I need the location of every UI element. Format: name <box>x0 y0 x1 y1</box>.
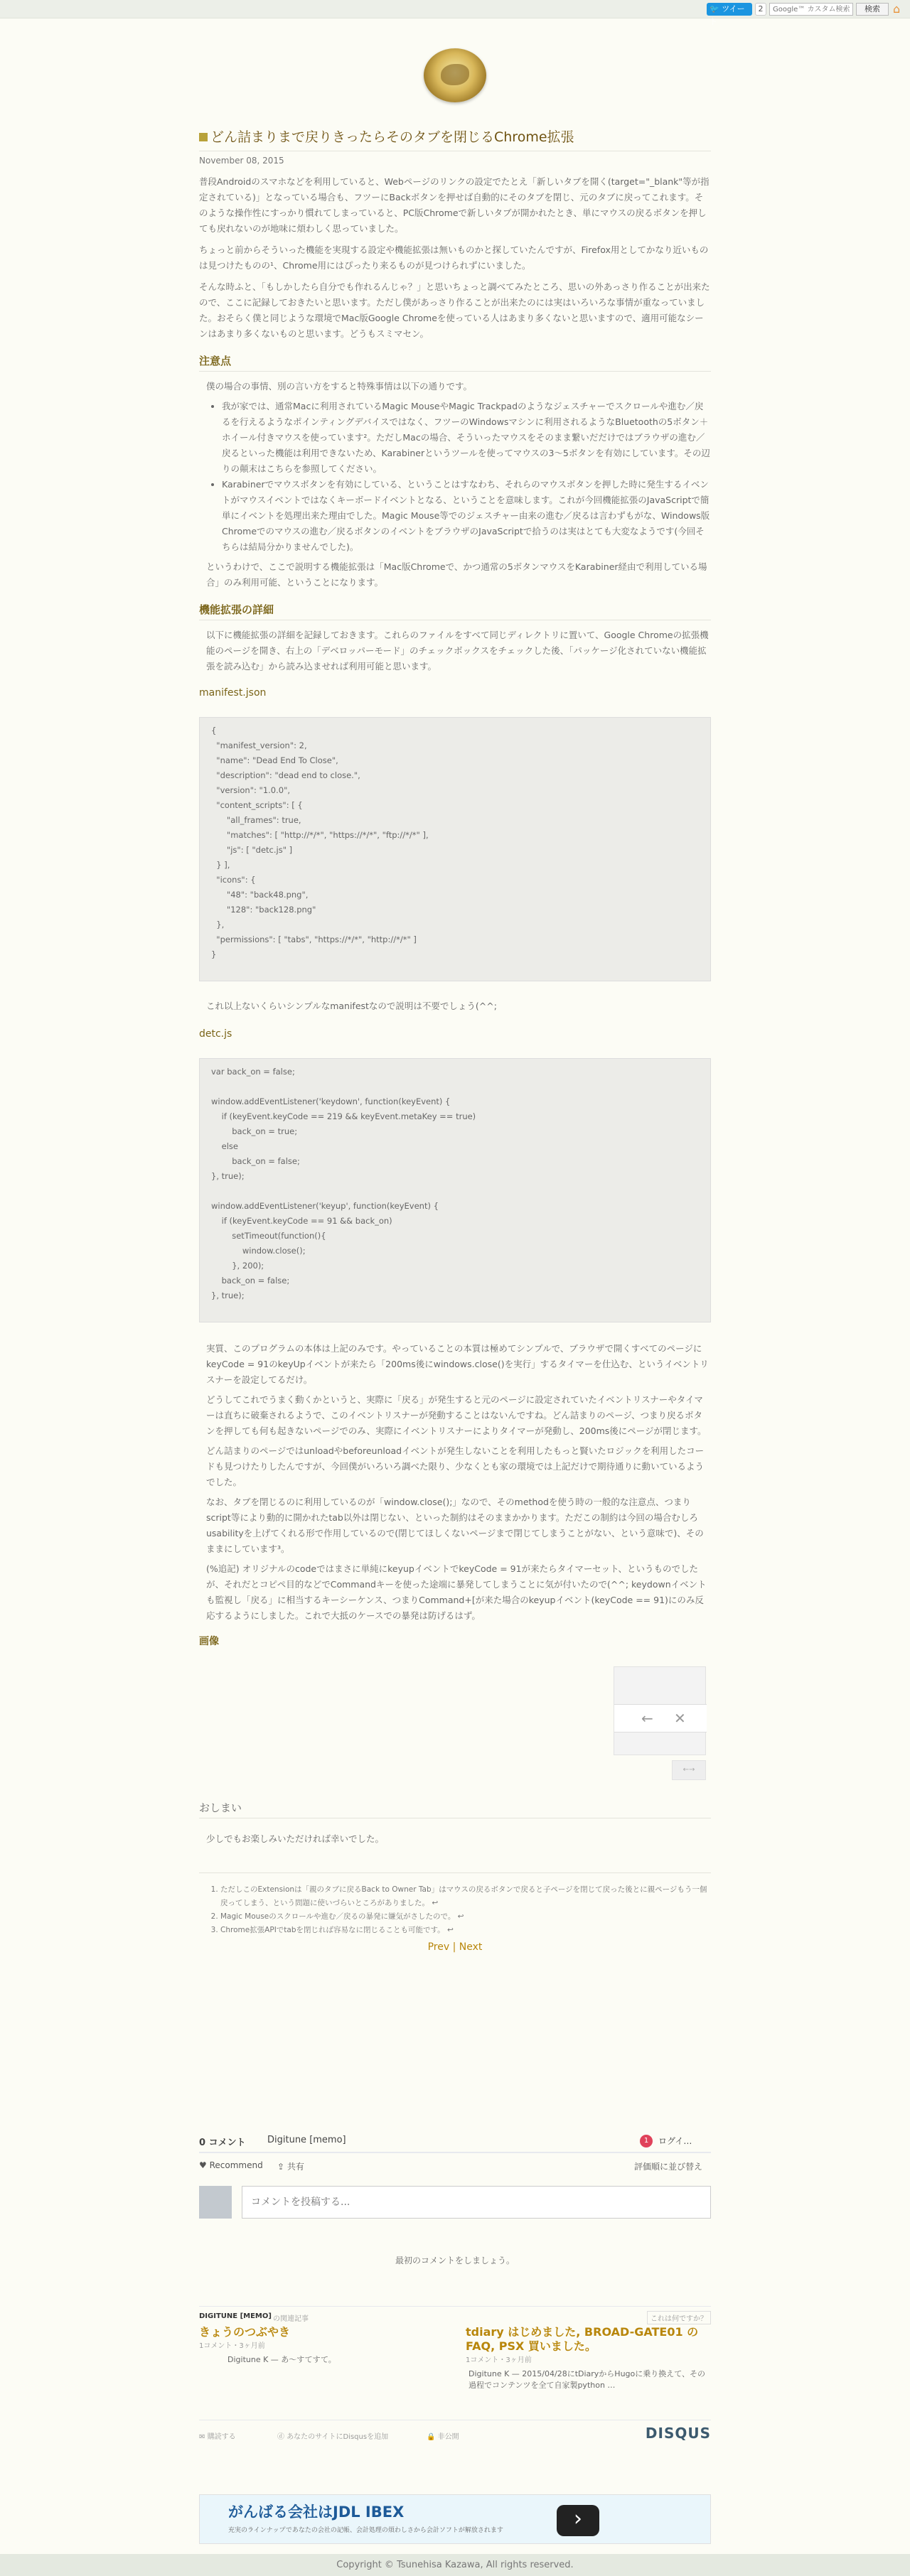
post-date: November 08, 2015 <box>199 156 284 166</box>
lock-icon: 🔒 <box>427 2433 436 2441</box>
details-intro: 以下に機能拡張の詳細を記録しておきます。これらのファイルをすべて同じディレクトリに置いて、Google Chromeの拡張機能のページを開き、右上の「デベロッパーモード」のチェックボックスをチェックした後、「パッケージ化されていない機能拡張を読み込む」から読み込ませれば利用可能と思います。 <box>206 630 709 672</box>
after-code-paragraph-5: (%追記) オリジナルのcodeではまさに単純にkeyupイベントでkeyCode = 91が来たらタイマーセット、というものでしたが、それだとコピペ目的などでCommandキーを使った途端に暴発してしまうことに気が付いたので(^^; keydownイベントも監視し「戻る」に相当するキーシーケンス、つまりCommand+[が来た場合のkeyupイベント(keyCode == 91)にのみ反応するようにしました。これで大抵のケースでの暴発は防げるはず。 <box>206 1563 707 1621</box>
subscribe-link[interactable]: ✉ 購読する <box>199 2433 236 2441</box>
disqus-icon: ⓓ <box>277 2433 284 2441</box>
after-code-paragraph-1: 実質、このプログラムの本体は上記のみです。やっていることの本質は極めてシンプルで、ブラウザで開くすべてのページにkeyCode = 91のkeyUpイベントが来たら「200ms後にwindows.close()を実行」するタイマーを仕込む、というイベントリスナーを設定してるだけ。 <box>206 1343 709 1385</box>
details-heading: 機能拡張の詳細 <box>199 602 711 620</box>
closing-text: 少しでもお楽しみいただければ幸いでした。 <box>206 1833 385 1844</box>
back-arrow-icon: ← <box>641 1710 653 1727</box>
ad-banner[interactable] <box>199 2494 711 2544</box>
login-menu[interactable]: ログイ… <box>658 2136 692 2146</box>
related-posts: DIGITUNE [MEMO] の関連記事 これは何ですか？ きょうのつぶやき 1コメント・3ヶ月前 Digitune K — あ〜すてすて。 tdiary はじめました, BROAD-GATE01 の FAQ, PSX 買いました。 1コメント・3ヶ月前 Digitune K — 2015/04/28にtDiaryからHugoに乗り換えて、その過程でコンテンツを全て自家製python … <box>199 2306 711 2413</box>
post-title: どん詰まりまで戻りきったらそのタブを閉じるChrome拡張 <box>199 128 711 151</box>
manifest-outro: これ以上ないくらいシンプルなmanifestなので説明は不要でしょう(^^; <box>206 1001 497 1011</box>
tweet-label: ツイート <box>710 4 745 26</box>
twitter-bird-icon: 🐦 <box>710 4 719 14</box>
separator: | <box>452 1941 456 1953</box>
manifest-heading: manifest.json <box>199 687 267 699</box>
site-logo[interactable] <box>424 48 486 102</box>
comment-input[interactable] <box>242 2186 711 2219</box>
privacy-link[interactable]: 🔒 非公開 <box>427 2433 459 2441</box>
ad-subtext: 充実のラインナップであなたの会社の記帳、会計処理の煩わしさから会計ソフトが解放されます <box>228 2527 503 2534</box>
notes-heading: 注意点 <box>199 353 711 372</box>
search-input[interactable] <box>769 3 853 16</box>
ad-headline: がんばる会社はJDL IBEX <box>228 2504 405 2521</box>
home-icon[interactable]: ⌂ <box>893 2 901 16</box>
heart-icon: ♥ <box>199 2160 207 2170</box>
image-thumb: ←→ <box>672 1760 706 1780</box>
tweet-button[interactable] <box>707 3 752 26</box>
sort-dropdown[interactable]: 評価順に並び替え <box>634 2162 703 2172</box>
mail-icon: ✉ <box>199 2433 205 2441</box>
related-item-1[interactable]: きょうのつぶやき 1コメント・3ヶ月前 Digitune K — あ〜すてすて。 <box>199 2325 336 2364</box>
notes-intro: 僕の場合の事情、別の言い方をすると特殊事情は以下の通りです。 <box>206 381 473 392</box>
tab-comments[interactable]: 0 コメント <box>199 2138 246 2148</box>
disqus-thread <box>199 2132 711 2448</box>
after-code-paragraph-4: なお、タブを閉じるのに利用しているのが「window.close();」なので、そのmethodを使う時の一般的な注意点、つまりscript等により動的に開かれたtab以外は閉じない、といった制約はそのままかかります。ただこの制約は今回の場合むしろusabilityを上げてくれる形で作用しているので(閉じてほしくないページまで閉じてしまうことがない、という意味で)、そのままにしています³。 <box>206 1497 704 1554</box>
intro-paragraph-3: そんな時ふと、「もしかしたら自分でも作れるんじゃ？」と思いちょっと調べてみたところ、思いの外あっさり作ることが出来たので、ここに記録しておきたいと思います。ただし僕があっさり作ることが出来たのには実はいろいろな事情が重なっていました。おそらく僕と同じような環境でMac版Google Chromeを使っている人はあまり多くないと思いますので、適用可能なシーンはあまり多くないものと思います。どうもスミマセン。 <box>199 281 710 339</box>
search-button[interactable]: 検索 <box>856 3 889 16</box>
top-bar <box>0 0 910 26</box>
after-code-paragraph-3: どん詰まりのページではunloadやbeforeunloadイベントが発生しないことを利用したもっと賢いたロジックを利用したコードも見つけたりしたんですが、今回僕がいろいろ調べた限り、少なくとも家の環境では上記だけで期待通りに動いているようでした。 <box>206 1445 705 1487</box>
intro-paragraph-2: ちょっと前からそういった機能を実現する設定や機能拡張は無いものかと探していたんですが、Firefox用としてかなり近いものは見つけたものの¹、Chrome用にはぴったり来るものが見つけられずにいました。 <box>199 244 709 271</box>
post-main <box>199 128 711 1953</box>
after-code-paragraph-2: どうしてこれでうまく動くかというと、実際に「戻る」が発生すると元のページに設定されていたイベントリスナーやタイマーは直ちに破棄されるようで、このイベントリスナーが発動することはないんですね。どん詰まりのページ、つまり戻るボタンを押しても何も起きないページでのみ、実際にイベントリスナーによりタイマーが発動し、200ms後にページが閉じます。 <box>206 1394 707 1436</box>
empty-message: 最初のコメントをしましょう。 <box>395 2256 515 2265</box>
whats-this-link[interactable]: これは何ですか？ <box>647 2311 711 2324</box>
share-button[interactable]: ⇪ 共有 <box>277 2162 304 2172</box>
next-link[interactable]: Next <box>459 1941 483 1953</box>
disqus-logo[interactable]: DISQUS <box>645 2425 711 2442</box>
intro-paragraph-1: 普段Androidのスマホなどを利用していると、Webページのリンクの設定でたとえ「新しいタブを開く(target="_blank"等が指定されている)」となっている場合も、フツーにBackボタンを押せば自動的にそのタブを閉じ、元のタブに戻ってこれます。そのような操作性にすっかり慣れてしまっていると、PC版Chromeで新しいタブが開かれたとき、単にマウスの戻るボタンを押しても戻れないのが地味に煩わしく思っていました。 <box>199 176 710 234</box>
note-item-1: • 我が家では、通常Macに利用されているMagic MouseやMagic Trackpadのようなジェスチャーでスクロールや進む／戻るを行えるようなポインティングデバイスではなく、フツーのWindowsマシンに利用されるようなBluetoothの5ボタン＋ホイール付きマウスを使っています²。ただしMacの場合、そういったマウスをそのまま繋いだだけではブラウザの進む／戻るといった機能は利用できないため、Karabinerというツールを使ってマウスの3～5ボタンを有効にしています。その辺りの顛末はこちらを参照してください。 <box>222 399 711 477</box>
login-badge: 1 <box>640 2135 653 2147</box>
notes-outro: というわけで、ここで説明する機能拡張は「Mac版Chromeで、かつ通常の5ボタンマウスをKarabiner経由で利用している場合」のみ利用可能、ということになります。 <box>206 561 707 588</box>
close-icon: ✕ <box>674 1710 686 1727</box>
tab-site[interactable]: Digitune [memo] <box>267 2135 346 2145</box>
ad-arrow-button[interactable]: › <box>557 2505 599 2536</box>
manifest-code-block: { "manifest_version": 2, "name": "Dead End To Close", "description": "dead end to close.", "version": "1.0.0", "content_scripts": [ { "all_frames": true, "matches": [ "http://*/*", "https://*/*", "ftp://*/*" ], "js": [ "detc.js" ] } ], "icons": { "48": "back48.png", "128": "back128.png" }, "permissions": [ "tabs", "https://*/*", "http://*/*" ] } <box>199 717 711 981</box>
detc-heading: detc.js <box>199 1028 232 1040</box>
avatar <box>199 2186 232 2219</box>
prev-link[interactable]: Prev <box>427 1941 450 1953</box>
share-icon: ⇪ <box>277 2162 285 2172</box>
related-item-2[interactable]: tdiary はじめました, BROAD-GATE01 の FAQ, PSX 買いました。 1コメント・3ヶ月前 Digitune K — 2015/04/28にtDiaryからHugoに乗り換えて、その過程でコンテンツを全て自家製python … <box>466 2325 706 2390</box>
footnote-1: 1. ただしこのExtensionは「親のタブに戻るBack to Owner Tab」はマウスの戻るボタンで戻ると子ページを閉じて戻った後とに親ページもう一個戻ってしまう、という問題に使いづらいところがありました。 ↩ <box>220 1883 711 1910</box>
prev-next <box>199 1941 711 1953</box>
recommend-button[interactable]: ♥ Recommend <box>199 2160 263 2170</box>
extension-screenshot <box>614 1666 706 1755</box>
image-heading: 画像 <box>199 1636 219 1647</box>
site-footer: Copyright © Tsunehisa Kazawa, All rights reserved. <box>0 2554 910 2576</box>
note-item-2: • Karabinerでマウスボタンを有効にしている、ということはすなわち、それらのマウスボタンを押した時に発生するイベントがマウスイベントではなくキーボードイベントとなる、ということを意味します。これが今回機能拡張のJavaScriptで簡単にイベントを処理出来た理由でした。Magic Mouse等でのジェスチャー由来の進む／戻るは言わずもがな、Windows版Chromeでのマウスの進む／戻るボタンのイベントをブラウザのJavaScriptで拾うのは実はとても大変なようです(今回そちらは結局分かりませんでした)。 <box>222 477 711 555</box>
footnote-3: 3. Chrome拡張APIでtabを閉じれば容易なに閉じることも可能です。 ↩ <box>220 1924 711 1937</box>
closing-heading: おしまい <box>199 1800 711 1818</box>
detc-code-block: var back_on = false; window.addEventListener('keydown', function(keyEvent) { if (keyEvent.keyCode == 219 && keyEvent.metaKey == true) back_on = true; else back_on = false; }, true); window.addEventListener('keyup', function(keyEvent) { if (keyEvent.keyCode == 91 && back_on) setTimeout(function(){ window.close(); }, 200); back_on = false; }, true); <box>199 1058 711 1322</box>
add-disqus-link[interactable]: ⓓ あなたのサイトにDisqusを追加 <box>277 2433 389 2441</box>
footnote-2: 2. Magic Mouseのスクロールや進む／戻るの暴発に嫌気がさしたので。 ↩ <box>220 1910 711 1924</box>
title-icon <box>199 133 208 141</box>
tweet-count: 2 <box>755 3 766 16</box>
footnotes <box>199 1883 711 1937</box>
